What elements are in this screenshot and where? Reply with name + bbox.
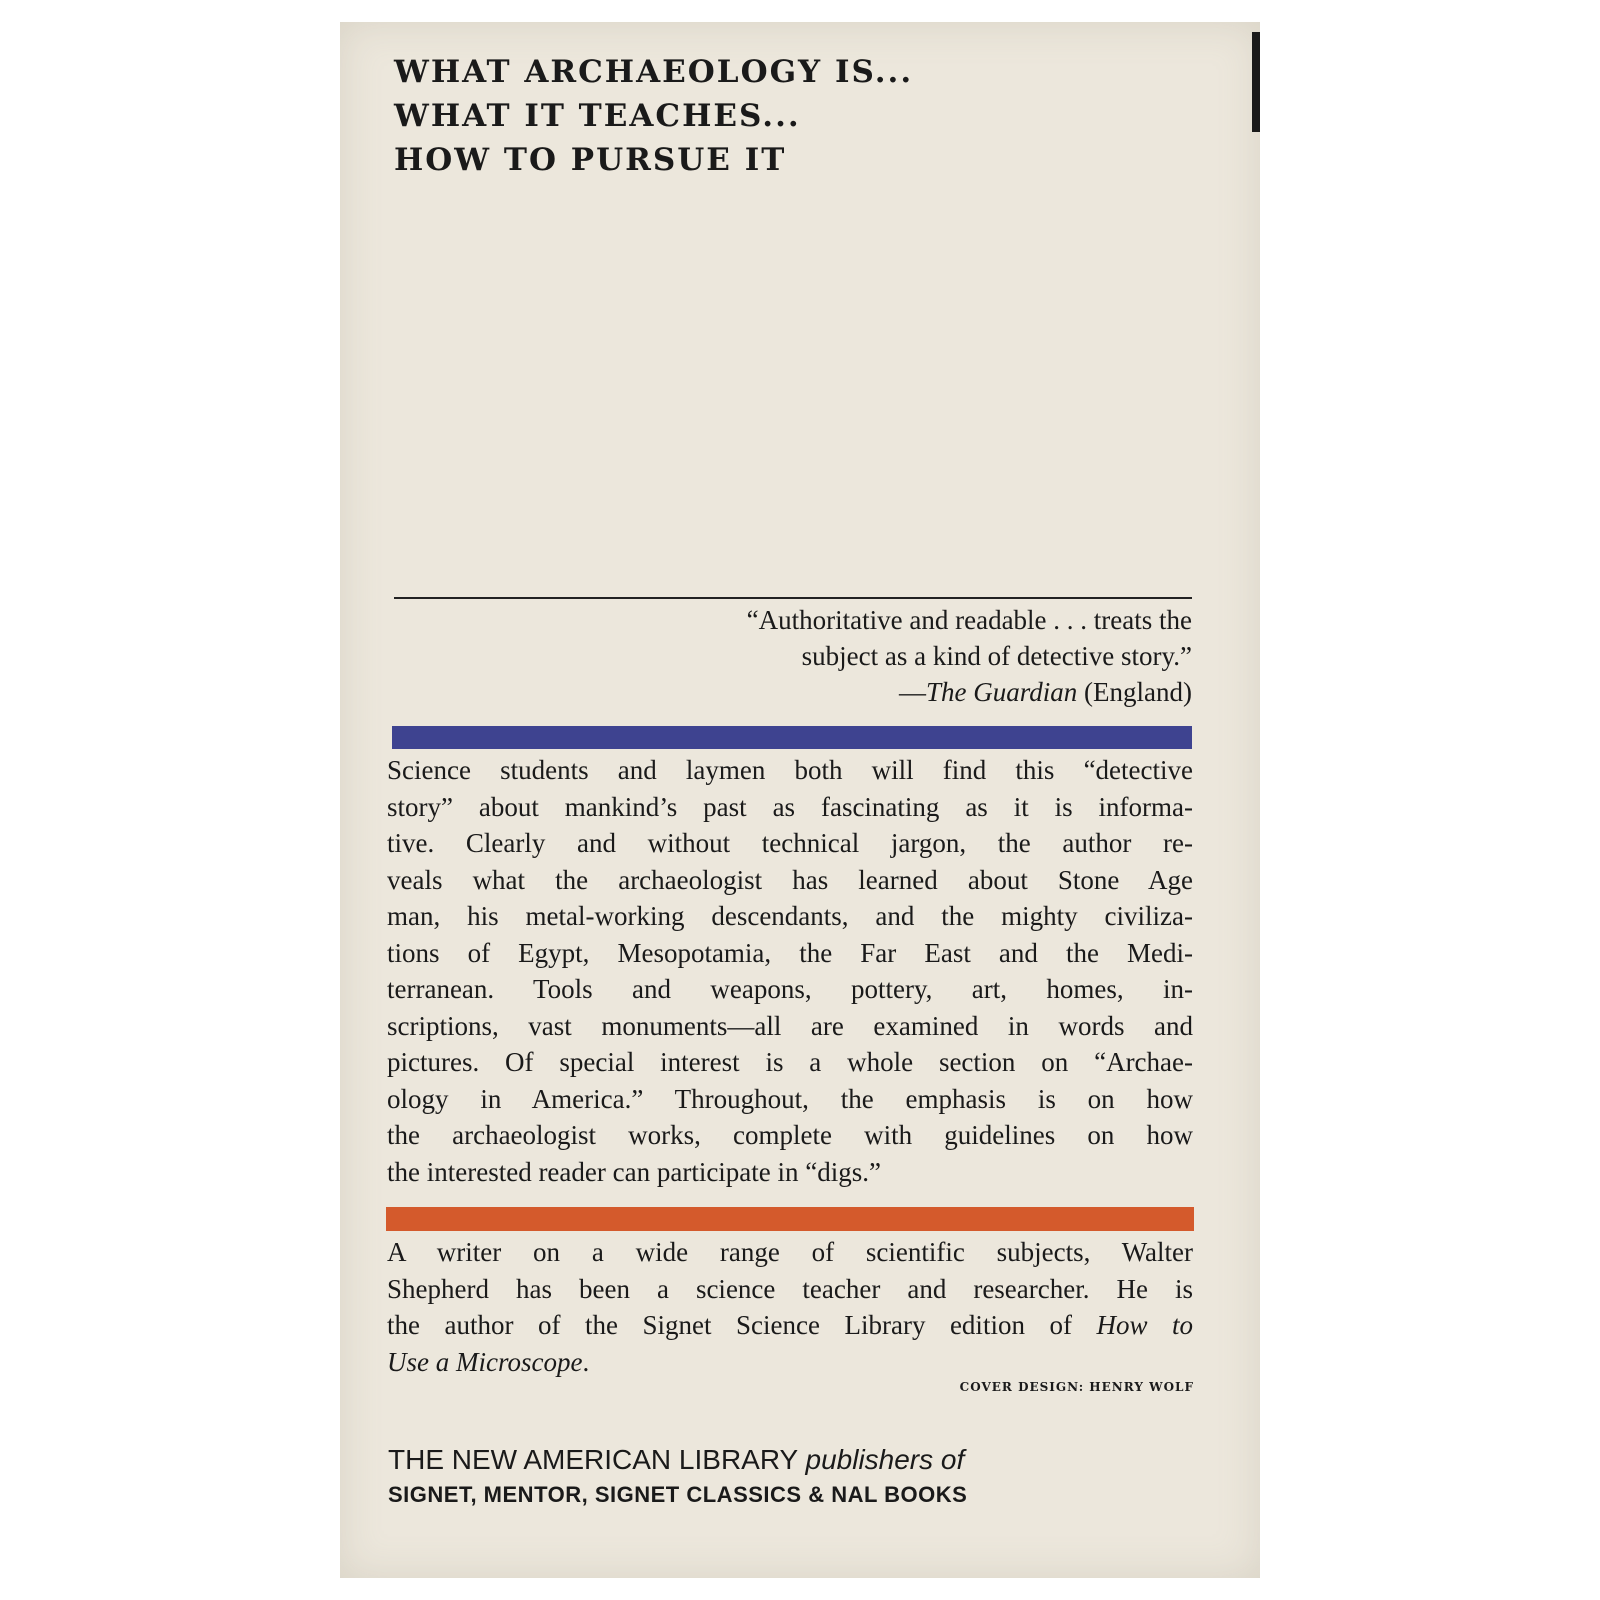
publisher-name: THE NEW AMERICAN LIBRARY [388,1444,806,1475]
divider-rule [394,597,1192,599]
bio-line-4 [387,1344,1193,1381]
spine-edge-mark [1252,32,1260,132]
book-title-part-1: How to [1096,1310,1193,1340]
quote-line-1: “Authoritative and readable . . . treats the [746,605,1192,635]
orange-color-bar [386,1207,1194,1231]
description-line: scriptions, vast monuments—all are examined in words and [387,1010,1193,1041]
cover-design-credit: COVER DESIGN: HENRY WOLF [959,1380,1194,1394]
headline [394,50,913,182]
publisher-tagline: publishers of [805,1444,965,1475]
headline-line-1: WHAT ARCHAEOLOGY IS... [394,54,914,90]
review-quote [492,602,1192,710]
description-line: the interested reader can participate in “digs.” [387,1156,882,1187]
book-description [387,752,1193,1190]
description-line: terranean. Tools and weapons, pottery, art, homes, in- [387,974,1193,1004]
description-line: ology in America.” Throughout, the emphasis is on how [387,1083,1193,1114]
quote-attribution [492,674,1192,710]
blue-color-bar [392,726,1192,749]
description-line: story” about mankind’s past as fascinating as it is informa- [387,791,1193,822]
bio-line-2: Shepherd has been a science teacher and researcher. He is [387,1273,1193,1304]
bio-line-1: A writer on a wide range of scientific subjects, Walter [387,1237,1193,1267]
attribution-country: (England) [1077,677,1192,707]
quote-line-2: subject as a kind of detective story.” [801,641,1192,671]
book-back-cover [340,22,1260,1578]
attribution-dash: — [899,677,927,707]
attribution-source: The Guardian [926,677,1078,707]
description-line: man, his metal-working descendants, and the mighty civiliza- [387,901,1193,931]
bio-line-3 [387,1307,1193,1344]
description-line: tive. Clearly and without technical jargon, the author re- [387,828,1193,858]
bio-line-4-end: . [582,1346,590,1377]
author-bio [387,1234,1193,1380]
description-line: the archaeologist works, complete with guidelines on how [387,1120,1193,1150]
headline-line-2: WHAT IT TEACHES... [394,98,801,134]
publisher-imprints: SIGNET, MENTOR, SIGNET CLASSICS & NAL BOOKS [388,1482,968,1507]
description-line: tions of Egypt, Mesopotamia, the Far East and the Medi- [387,937,1193,968]
publisher-name-line [388,1442,967,1478]
bio-line-3-text: the author of the Signet Science Library edition of [387,1310,1097,1340]
headline-line-3: HOW TO PURSUE IT [394,142,787,178]
description-line: pictures. Of special interest is a whole section on “Archae- [387,1047,1193,1077]
description-line: Science students and laymen both will find this “detective [387,755,1193,785]
description-line: veals what the archaeologist has learned about Stone Age [387,864,1193,895]
publisher-block [388,1442,967,1512]
book-title-part-2: Use a Microscope [387,1346,583,1377]
